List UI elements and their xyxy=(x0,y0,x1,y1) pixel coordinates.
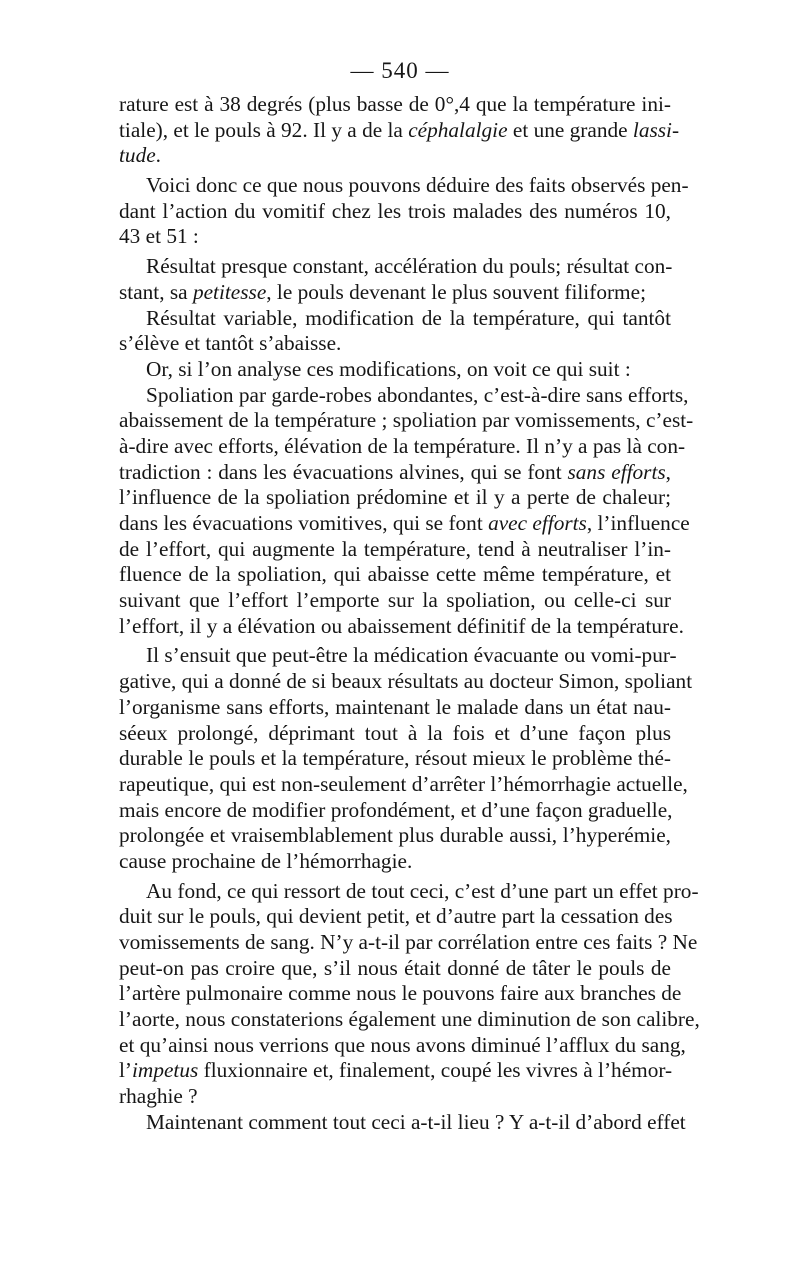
text-line xyxy=(119,1058,671,1084)
text-segment: tiale), et le pouls à 92. Il y a de la xyxy=(119,117,409,142)
text-segment: Maintenant comment tout ceci a-t-il lieu ? Y a-t-il d’abord effet xyxy=(146,1109,686,1134)
text-line xyxy=(119,537,671,563)
text-line xyxy=(119,408,694,434)
text-line xyxy=(119,588,671,614)
text-segment: Il s’ensuit que peut-être la médication évacuante ou vomi-pur- xyxy=(146,643,677,668)
text-segment: duit sur le pouls, qui devient petit, et d’autre part la cessation des xyxy=(119,904,673,929)
text-segment: l’artère pulmonaire comme nous le pouvons faire aux branches de xyxy=(119,981,682,1006)
text-segment: rhaghie ? xyxy=(119,1084,198,1109)
text-segment: Au fond, ce qui ressort de tout ceci, c’est d’une part un effet pro- xyxy=(146,878,699,903)
text-line xyxy=(119,695,671,721)
text-line xyxy=(119,357,671,383)
text-segment: fluence de la spoliation, qui abaisse cette même température, et xyxy=(119,562,671,587)
text-line xyxy=(119,1084,671,1110)
text-line xyxy=(119,721,671,747)
text-segment: l’influence de la spoliation prédomine et il y a perte de chaleur; xyxy=(119,485,671,510)
text-segment: l’effort, il y a élévation ou abaissement définitif de la température. xyxy=(119,613,684,638)
text-line xyxy=(119,382,689,409)
text-line xyxy=(119,930,698,956)
text-segment: tradiction : dans les évacuations alvines, qui se font xyxy=(119,459,568,484)
text-segment: gative, qui a donné de si beaux résultats au docteur Simon, spoliant xyxy=(119,669,693,694)
text-segment: Voici donc ce que nous pouvons déduire des faits observés pen- xyxy=(146,173,689,198)
text-body xyxy=(119,92,700,1136)
italic-text: tude xyxy=(119,143,156,168)
text-line xyxy=(119,643,677,669)
text-line xyxy=(119,904,671,930)
text-segment: rature est à 38 degrés (plus basse de 0°,4 que la température ini- xyxy=(119,92,671,116)
italic-text: lassi- xyxy=(632,117,680,142)
text-line xyxy=(119,771,688,798)
text-segment: de l’effort, qui augmente la température, tend à neutraliser l’in- xyxy=(119,536,671,561)
text-line xyxy=(119,981,682,1007)
text-line xyxy=(119,1032,686,1059)
text-segment: l’organisme sans efforts, maintenant le malade dans un état nau- xyxy=(119,694,671,719)
text-line xyxy=(119,254,671,280)
text-line xyxy=(119,746,671,772)
text-segment: rapeutique, qui est non-seulement d’arrêter l’hémorrhagie actuelle, xyxy=(119,771,688,796)
text-segment: et qu’ainsi nous verrions que nous avons diminué l’afflux du sang, xyxy=(119,1032,686,1057)
text-segment: stant, sa xyxy=(119,279,193,304)
text-line xyxy=(119,280,671,306)
text-line xyxy=(119,1007,700,1033)
italic-text: céphalalgie xyxy=(408,117,508,142)
text-line xyxy=(119,485,671,511)
text-segment: suivant que l’effort l’emporte sur la spoliation, ou celle-ci sur xyxy=(119,588,671,613)
text-line xyxy=(119,460,671,486)
text-line xyxy=(119,511,690,537)
text-line xyxy=(119,823,671,849)
text-line xyxy=(119,224,671,250)
text-segment: vomissements de sang. N’y a-t-il par corrélation entre ces faits ? Ne xyxy=(119,930,698,954)
text-segment: et une grande xyxy=(507,117,633,142)
text-segment: durable le pouls et la température, résout mieux le problème thé- xyxy=(119,746,671,771)
text-segment: l’aorte, nous constaterions également une diminution de son calibre, xyxy=(119,1007,700,1032)
page-number: — 540 — xyxy=(350,58,450,83)
italic-text: petitesse xyxy=(192,279,267,304)
text-segment: Or, si l’on analyse ces modifications, on voit ce qui suit : xyxy=(146,356,631,381)
text-segment: , le pouls devenant le plus souvent filiforme; xyxy=(266,279,646,304)
text-line xyxy=(119,956,671,982)
text-segment: cause prochaine de l’hémorrhagie. xyxy=(119,848,413,873)
text-segment: à-dire avec efforts, élévation de la température. Il n’y a pas là con- xyxy=(119,433,686,458)
text-segment: , l’influence xyxy=(586,511,690,535)
text-segment: Résultat presque constant, accélération du pouls; résultat con- xyxy=(146,254,673,279)
text-segment: dans les évacuations vomitives, qui se font xyxy=(119,511,489,535)
text-line xyxy=(119,117,680,144)
text-segment: Spoliation par garde-robes abondantes, c’est-à-dire sans efforts, xyxy=(146,382,689,407)
text-segment: fluxionnaire et, finalement, coupé les vivres à l’hémor- xyxy=(198,1058,673,1083)
text-line xyxy=(119,1109,686,1136)
text-line xyxy=(119,199,671,225)
text-line xyxy=(119,669,693,695)
text-segment: séeux prolongé, déprimant tout à la fois et d’une façon plus xyxy=(119,720,671,745)
italic-text: avec efforts xyxy=(488,511,587,535)
text-line xyxy=(119,92,671,118)
italic-text: impetus xyxy=(132,1058,199,1083)
text-segment: 43 et 51 : xyxy=(119,224,199,249)
text-line xyxy=(119,613,684,640)
text-line xyxy=(119,798,671,824)
text-line xyxy=(119,849,671,875)
text-line xyxy=(119,878,699,905)
text-segment: . xyxy=(155,143,161,168)
text-segment: abaissement de la température ; spoliation par vomissements, c’est- xyxy=(119,408,694,433)
text-segment: Résultat variable, modification de la température, qui tantôt xyxy=(146,305,671,330)
text-line xyxy=(119,173,689,199)
text-segment: dant l’action du vomitif chez les trois malades des numéros 10, xyxy=(119,198,671,223)
text-segment: prolongée et vraisemblablement plus durable aussi, l’hyperémie, xyxy=(119,823,671,848)
text-segment: s’élève et tantôt s’abaisse. xyxy=(119,331,342,356)
text-segment: , xyxy=(665,459,671,484)
text-line xyxy=(119,306,671,332)
text-line xyxy=(119,331,671,357)
text-segment: mais encore de modifier profondément, et d’une façon graduelle, xyxy=(119,797,673,822)
italic-text: sans efforts xyxy=(567,459,666,484)
text-segment: l’ xyxy=(119,1058,133,1083)
text-line xyxy=(119,433,686,460)
text-line xyxy=(119,143,671,169)
text-line xyxy=(119,562,671,588)
text-segment: peut-on pas croire que, s’il nous était donné de tâter le pouls de xyxy=(119,955,671,980)
